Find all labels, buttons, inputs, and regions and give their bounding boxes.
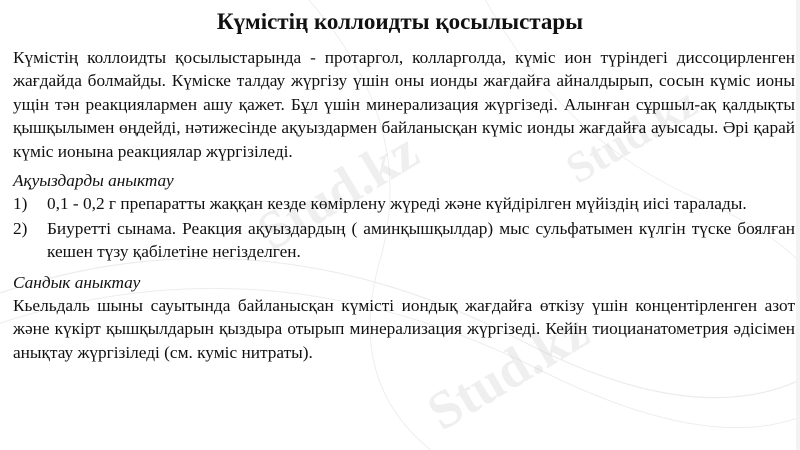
list-number: 1) — [13, 194, 28, 214]
list-number: 2) — [13, 218, 28, 238]
list-item — [13, 217, 795, 264]
section-heading-proteins: Ақуыздарды аныктау — [13, 171, 174, 191]
watermark: Stud.kz — [417, 300, 599, 442]
protein-tests-list — [13, 192, 795, 263]
watermark: Stud.kz — [247, 120, 429, 262]
watermark: Stud.kz — [557, 77, 706, 194]
section-heading-quantitative: Сандык аныктау — [13, 272, 141, 292]
list-item — [13, 192, 795, 215]
list-item-text: Биуретті сынама. Реакция ақуыздардың ( аминқышқылдар) мыс сульфатымен күлгін түске боялған кешен түзу қабілетіне негізделген. — [47, 218, 795, 262]
list-item-text: 0,1 - 0,2 г препаратты жаққан кезде көмірлену жүреді және күйдірілген мүйіздің иісі таралады. — [47, 194, 747, 214]
slide-content — [13, 46, 795, 364]
slide-title: Күмістің коллоидты қосылыстары — [216, 9, 584, 34]
quantitative-paragraph: Кьельдаль шыны сауытында байланысқан күмісті иондық жағдайға өткізу үшін концентірленген азот және күкірт қышқылдарын қыздыра отырып минерализация жүргізеді. Кейін тиоцианатометрия әдісімен анықтау жүргізіледі (см. куміс нитраты). — [13, 296, 795, 362]
intro-paragraph: Күмістің коллоидты қосылыстарында - протаргол, колларголда, күміс ион түріндегі диссоцирленген жағдайда болмайды. Күміске талдау жүргізу үшін оны ионды жағдайға айналдырып, сосын күміс ионы ущін тән реакциялармен ашу қажет. Бұл үшін минерализация жүргізеді. Алынған сұршыл-ақ қалдықты қышқылымен өңдейді, нәтижесінде ақуыздармен байланысқан күміс ионды жағдайға ауысады. Әрі қарай күміс ионына реакциялар жүргізіледі. — [13, 48, 795, 161]
